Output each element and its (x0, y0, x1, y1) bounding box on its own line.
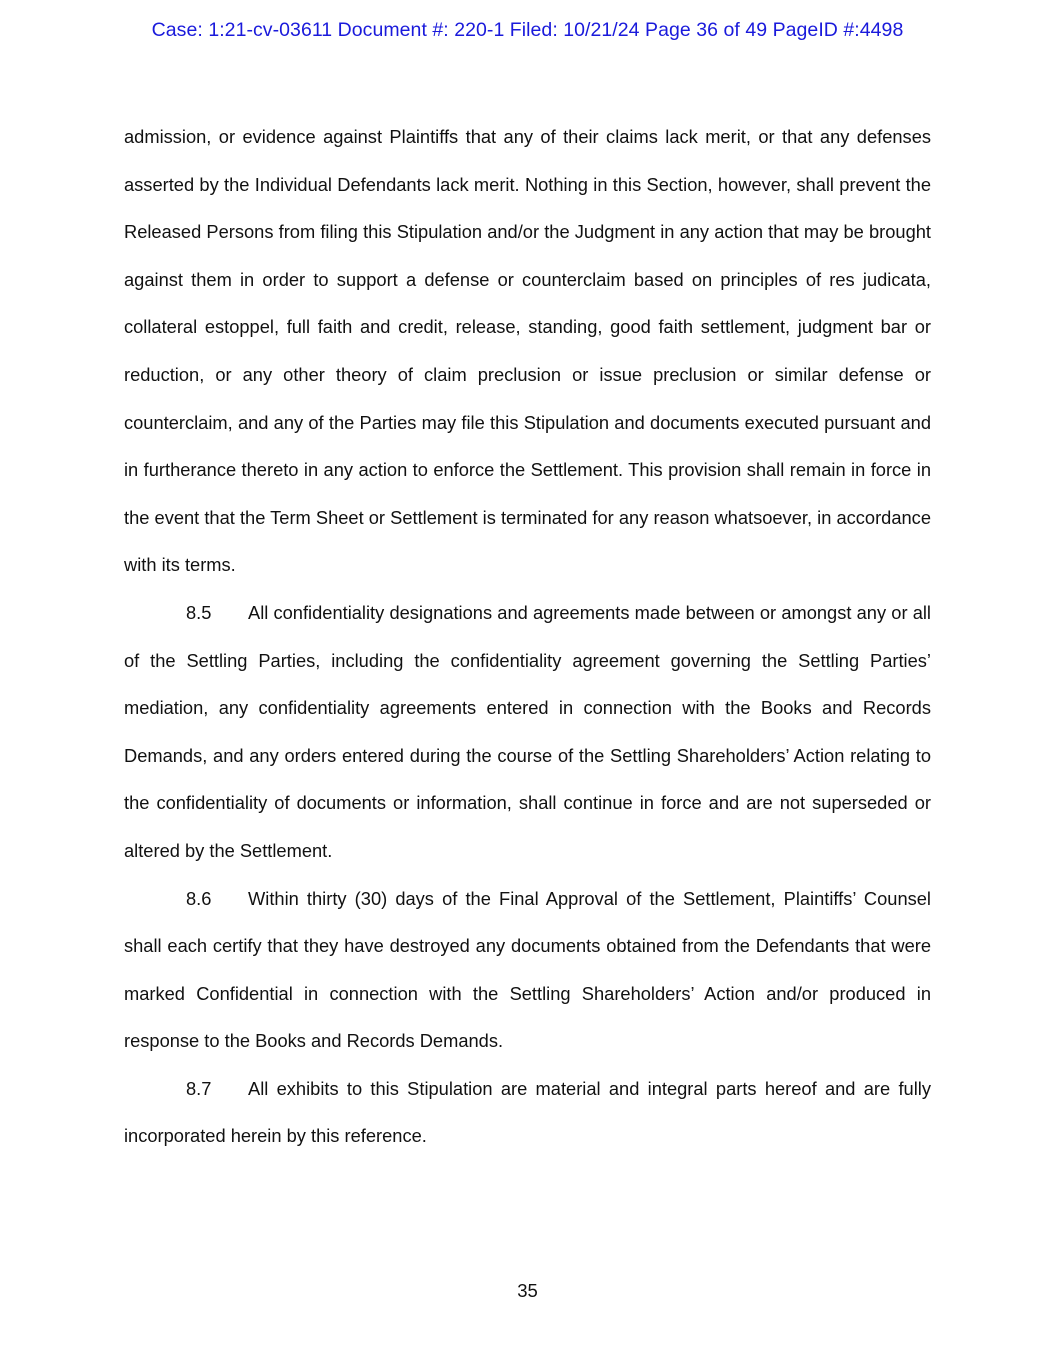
paragraph-8-5 (124, 589, 931, 875)
paragraph-text: All exhibits to this Stipulation are material and integral parts hereof and are fully incorporated herein by this reference. (124, 1077, 931, 1147)
paragraph-continued (124, 113, 931, 589)
paragraph-text: All confidentiality designations and agreements made between or amongst any or all of the Settling Parties, including the confidentiality agreement governing the Settling Parties’ mediation, any confidentiality agreements entered in connection with the Books and Records Demands, and any orders entered during the course of the Settling Shareholders’ Action relating to the confidentiality of documents or information, shall continue in force and are not superseded or altered by the Settlement. (124, 601, 931, 861)
paragraph-8-6 (124, 875, 931, 1065)
case-filing-header: Case: 1:21-cv-03611 Document #: 220-1 Filed: 10/21/24 Page 36 of 49 PageID #:4498 (151, 19, 904, 41)
section-number: 8.7 (186, 1077, 212, 1099)
paragraph-text: Within thirty (30) days of the Final Approval of the Settlement, Plaintiffs’ Counsel shall each certify that they have destroyed any documents obtained from the Defendants that were marked Confidential in connection with the Settling Shareholders’ Action and/or produced in response to the Books and Records Demands. (124, 887, 931, 1052)
paragraph-8-7 (124, 1065, 931, 1160)
section-number: 8.6 (186, 887, 212, 909)
document-body (124, 113, 931, 1160)
paragraph-text: admission, or evidence against Plaintiffs that any of their claims lack merit, or that any defenses asserted by the Individual Defendants lack merit. Nothing in this Section, however, shall prevent the Released Persons from filing this Stipulation and/or the Judgment in any action that may be brought against them in order to support a defense or counterclaim based on principles of res judicata, collateral estoppel, full faith and credit, release, standing, good faith settlement, judgment bar or reduction, or any other theory of claim preclusion or issue preclusion or similar defense or counterclaim, and any of the Parties may file this Stipulation and documents executed pursuant and in furtherance thereto in any action to enforce the Settlement. This provision shall remain in force in the event that the Term Sheet or Settlement is terminated for any reason whatsoever, in accordance with its terms. (124, 126, 931, 576)
section-number: 8.5 (186, 601, 212, 623)
page-number: 35 (517, 1280, 538, 1301)
